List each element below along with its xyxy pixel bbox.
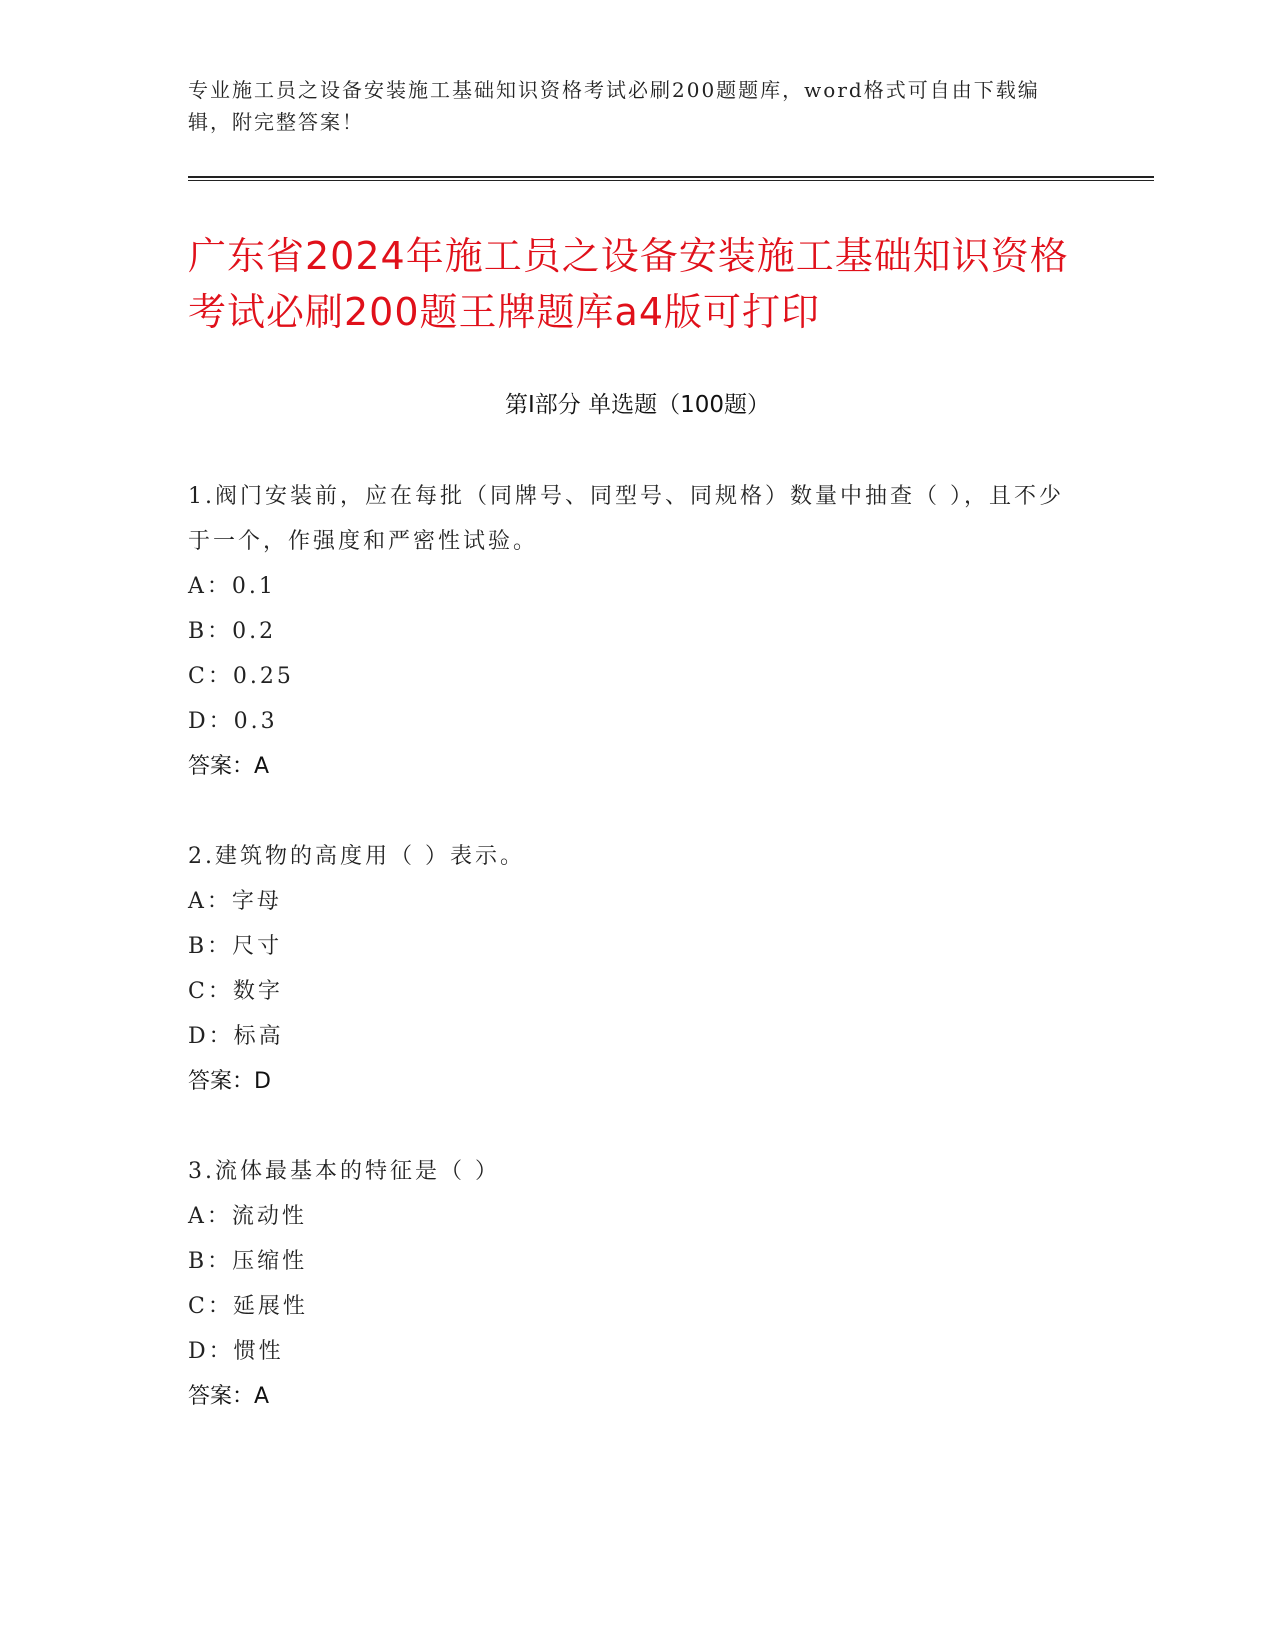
question-2	[188, 834, 1068, 1104]
option-b: B：尺寸	[188, 934, 283, 959]
question-list	[188, 474, 1068, 1464]
answer: 答案：D	[188, 1069, 271, 1094]
option-b: B：0.2	[188, 619, 277, 644]
question-1	[188, 474, 1068, 789]
option-c: C：0.25	[188, 664, 294, 689]
option-b: B：压缩性	[188, 1249, 308, 1274]
header-divider	[188, 176, 1154, 181]
question-3	[188, 1149, 1068, 1419]
document-title: 广东省2024年施工员之设备安装施工基础知识资格考试必刷200题王牌题库a4版可打印	[188, 234, 1069, 334]
option-d: D：0.3	[188, 709, 278, 734]
header-note: 专业施工员之设备安装施工基础知识资格考试必刷200题题库，word格式可自由下载编辑，附完整答案！	[188, 78, 1040, 134]
answer: 答案：A	[188, 1384, 270, 1409]
option-a: A：0.1	[188, 574, 276, 599]
option-a: A：字母	[188, 889, 282, 914]
option-c: C：数字	[188, 979, 283, 1004]
question-stem: 2.建筑物的高度用（ ）表示。	[188, 844, 525, 869]
question-stem: 3.流体最基本的特征是（ ）	[188, 1159, 500, 1184]
question-stem: 1.阀门安装前，应在每批（同牌号、同型号、同规格）数量中抽查（ ），且不少于一个，作强度和严密性试验。	[188, 484, 1064, 554]
section-title: 第Ⅰ部分 单选题（100题）	[505, 392, 770, 418]
option-d: D：标高	[188, 1024, 284, 1049]
option-d: D：惯性	[188, 1339, 284, 1364]
answer: 答案：A	[188, 754, 270, 779]
option-c: C：延展性	[188, 1294, 308, 1319]
option-a: A：流动性	[188, 1204, 307, 1229]
